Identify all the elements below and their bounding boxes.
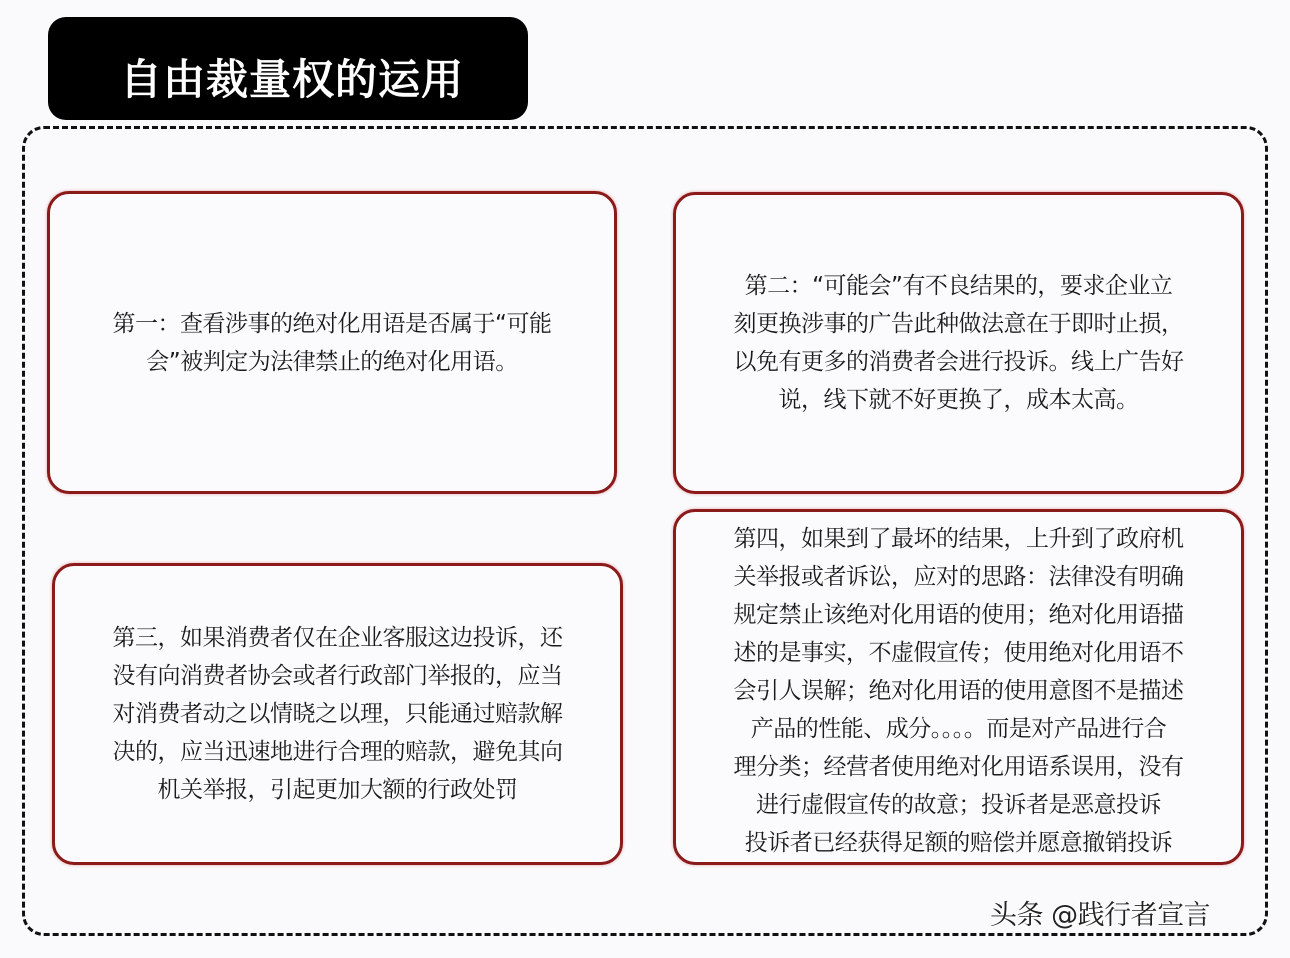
card-second <box>673 192 1244 494</box>
card-line: 没有向消费者协会或者行政部门举报的，应当 <box>112 663 563 689</box>
card-first <box>47 191 617 494</box>
card-line: 第三，如果消费者仅在企业客服这边投诉，还 <box>112 625 563 651</box>
card-line: 规定禁止该绝对化用语的使用；绝对化用语描 <box>733 602 1184 628</box>
card-line: 决的，应当迅速地进行合理的赔款，避免其向 <box>112 739 563 765</box>
card-third <box>52 563 623 865</box>
card-second-text <box>734 267 1184 419</box>
card-line: 说，线下就不好更换了，成本太高。 <box>778 387 1139 413</box>
card-fourth-text <box>734 520 1184 862</box>
card-line: 理分类；经营者使用绝对化用语系误用，没有 <box>733 754 1184 780</box>
card-first-text <box>113 305 552 381</box>
card-line: 投诉者已经获得足额的赔偿并愿意撤销投诉 <box>744 830 1173 856</box>
card-line: 产品的性能、成分。。。。而是对产品进行合 <box>750 716 1167 742</box>
page-title: 自由裁量权的运用 <box>120 55 465 104</box>
title-banner <box>48 17 528 120</box>
card-line: 述的是事实，不虚假宣传；使用绝对化用语不 <box>733 640 1184 666</box>
card-line: 会”被判定为法律禁止的绝对化用语。 <box>146 348 518 375</box>
card-line: 进行虚假宣传的故意；投诉者是恶意投诉 <box>756 792 1161 818</box>
watermark: 头条 @践行者宣言 <box>990 900 1211 931</box>
card-line: 对消费者动之以情晓之以理，只能通过赔款解 <box>112 701 563 727</box>
card-line: 刻更换涉事的广告此种做法意在于即时止损， <box>733 311 1184 337</box>
card-line: 会引人误解；绝对化用语的使用意图不是描述 <box>733 678 1184 704</box>
card-third-text <box>113 619 563 809</box>
card-line: 第一：查看涉事的绝对化用语是否属于“可能 <box>112 310 552 337</box>
card-line: 机关举报，引起更加大额的行政处罚 <box>157 777 518 803</box>
card-line: 关举报或者诉讼，应对的思路：法律没有明确 <box>733 564 1184 590</box>
card-line: 第四，如果到了最坏的结果，上升到了政府机 <box>733 526 1184 552</box>
card-fourth <box>673 509 1244 865</box>
card-line: 第二：“可能会”有不良结果的，要求企业立 <box>744 273 1173 299</box>
card-line: 以免有更多的消费者会进行投诉。线上广告好 <box>733 349 1184 375</box>
